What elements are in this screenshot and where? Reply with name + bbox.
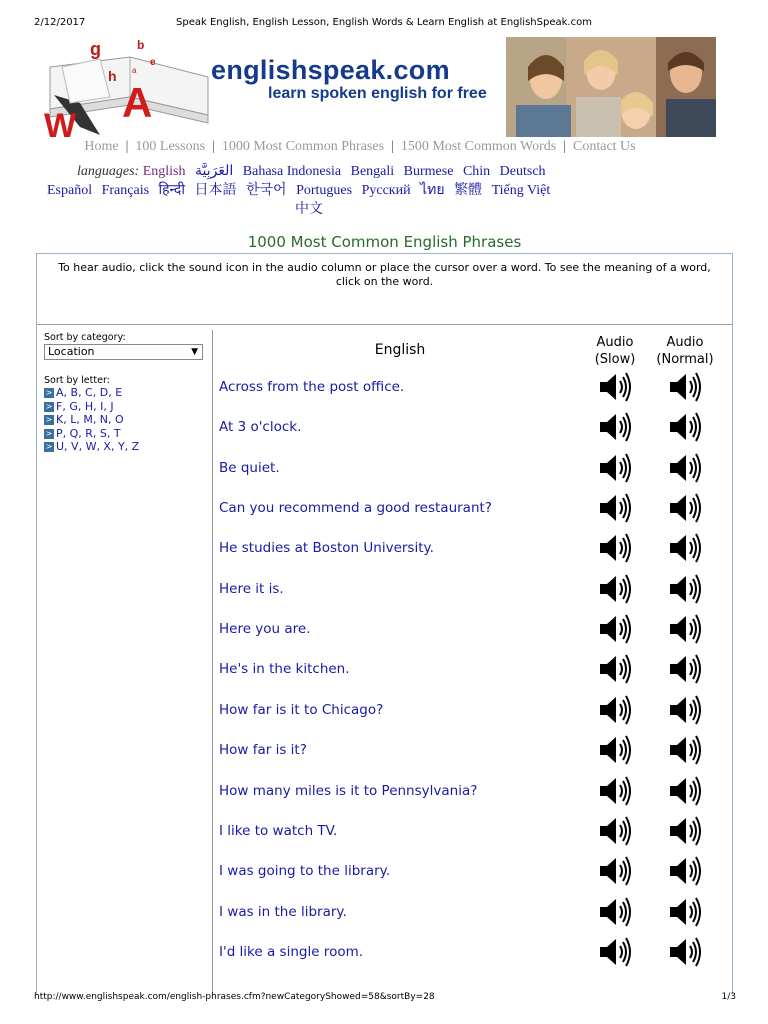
phrase-link[interactable]: He studies at Boston University. — [219, 540, 434, 557]
chevron-right-icon: > — [45, 401, 53, 411]
sort-letter-label: Sort by letter: — [44, 375, 110, 386]
header-line: Audio — [596, 335, 634, 350]
phrase-link[interactable]: Here it is. — [219, 580, 284, 597]
audio-slow-speaker-icon[interactable] — [598, 613, 632, 645]
audio-slow-speaker-icon[interactable] — [598, 653, 632, 685]
languages-label: languages: — [77, 164, 140, 179]
header-line: Audio — [666, 335, 704, 350]
lang-portugues[interactable]: Portugues — [296, 183, 353, 198]
language-row — [47, 200, 577, 219]
audio-normal-speaker-icon[interactable] — [668, 694, 702, 726]
audio-normal-speaker-icon[interactable] — [668, 532, 702, 564]
phrase-link[interactable]: Across from the post office. — [219, 379, 405, 395]
main-nav — [0, 139, 720, 155]
audio-normal-speaker-icon[interactable] — [668, 653, 702, 685]
lang-arabic[interactable]: العَرَبِيَّة — [195, 164, 234, 179]
phrase-link[interactable]: I was going to the library. — [219, 863, 390, 880]
audio-normal-speaker-icon[interactable] — [668, 573, 702, 605]
audio-slow-speaker-icon[interactable] — [598, 694, 632, 726]
header-line: (Normal) — [656, 352, 714, 367]
letter-group-label: F, G, H, I, J — [56, 399, 114, 413]
audio-normal-speaker-icon[interactable] — [668, 452, 702, 484]
audio-slow-speaker-icon[interactable] — [598, 452, 632, 484]
nav-100-lessons[interactable]: 100 Lessons — [135, 139, 206, 154]
lang-korean[interactable]: 한국어 — [246, 183, 287, 198]
phrase-link[interactable]: I'd like a single room. — [219, 943, 364, 960]
nav-1500-words[interactable]: 1500 Most Common Words — [400, 139, 557, 154]
audio-normal-speaker-icon[interactable] — [668, 775, 702, 807]
audio-slow-speaker-icon[interactable] — [598, 532, 632, 564]
phrase-link[interactable]: Be quiet. — [219, 459, 280, 476]
lang-chin[interactable]: Chin — [462, 164, 491, 179]
audio-slow-speaker-icon[interactable] — [598, 492, 632, 524]
audio-normal-speaker-icon[interactable] — [668, 896, 702, 928]
letter-group-p-t[interactable] — [44, 427, 212, 441]
column-header-audio-normal — [655, 334, 715, 368]
nav-separator: | — [212, 139, 215, 154]
phrase-link[interactable]: I was in the library. — [219, 903, 347, 920]
students-photo — [506, 37, 716, 137]
dropdown-arrow-icon: ▼ — [191, 347, 198, 357]
sort-category-label: Sort by category: — [44, 332, 126, 343]
chevron-right-icon: > — [45, 415, 53, 424]
logo-letter: W — [44, 107, 77, 137]
audio-normal-speaker-icon[interactable] — [668, 734, 702, 766]
category-select[interactable] — [44, 344, 203, 360]
audio-slow-speaker-icon[interactable] — [598, 936, 632, 968]
site-name[interactable]: englishspeak.com — [211, 55, 450, 85]
logo-letter: A — [122, 79, 153, 126]
chevron-right-icon: > — [45, 428, 53, 438]
audio-slow-speaker-icon[interactable] — [598, 896, 632, 928]
audio-normal-speaker-icon[interactable] — [668, 371, 702, 403]
phrase-link[interactable]: He's in the kitchen. — [219, 661, 350, 678]
phrase-link[interactable]: Can you recommend a good restaurant? — [219, 500, 492, 517]
audio-normal-speaker-icon[interactable] — [668, 815, 702, 847]
letter-group-label: K, L, M, N, O — [56, 413, 124, 426]
lang-deutsch[interactable]: Deutsch — [499, 164, 546, 179]
lang-traditional-chinese[interactable]: 繁體 — [454, 183, 483, 198]
phrase-link[interactable]: How far is it? — [219, 742, 307, 759]
print-page-number: 1/3 — [721, 992, 736, 1002]
lang-bengali[interactable]: Bengali — [350, 164, 395, 179]
letter-group-label: A, B, C, D, E — [56, 386, 123, 399]
audio-normal-speaker-icon[interactable] — [668, 613, 702, 645]
letter-group-f-j[interactable] — [44, 400, 212, 414]
category-select-value: Location — [48, 345, 95, 358]
nav-separator: | — [391, 139, 394, 154]
chevron-right-icon: > — [45, 442, 53, 451]
nav-contact-us[interactable]: Contact Us — [573, 139, 636, 154]
audio-slow-speaker-icon[interactable] — [598, 573, 632, 605]
letter-group-label: P, Q, R, S, T — [56, 426, 121, 440]
audio-slow-speaker-icon[interactable] — [598, 411, 632, 443]
phrase-link[interactable]: Here you are. — [219, 621, 311, 638]
sidebar — [44, 330, 212, 454]
phrase-link[interactable]: I like to watch TV. — [219, 822, 338, 839]
logo-book-image[interactable] — [40, 37, 210, 137]
lang-espanol[interactable]: Español — [47, 183, 93, 198]
site-banner — [40, 37, 716, 137]
language-row — [47, 162, 587, 181]
column-header-english: English — [374, 342, 426, 358]
lang-francais[interactable]: Français — [101, 183, 150, 198]
phrase-link[interactable]: At 3 o'clock. — [219, 419, 302, 436]
print-date: 2/12/2017 — [34, 17, 86, 28]
audio-normal-speaker-icon[interactable] — [668, 855, 702, 887]
instructions: To hear audio, click the sound icon in the audio column or place the cursor over a word. To see the meaning of a word, click on the word. — [37, 254, 732, 325]
audio-slow-speaker-icon[interactable] — [598, 371, 632, 403]
audio-slow-speaker-icon[interactable] — [598, 775, 632, 807]
logo-letter: h — [108, 68, 117, 84]
lang-english[interactable]: English — [142, 164, 186, 179]
lang-chinese[interactable]: 中文 — [295, 202, 323, 217]
column-header-audio-slow — [585, 334, 645, 368]
lang-thai[interactable]: ไทย — [420, 183, 445, 198]
lang-hindi[interactable]: हिन्दी — [158, 183, 185, 198]
lang-vietnamese[interactable]: Tiếng Việt — [491, 183, 551, 198]
language-row — [47, 181, 587, 200]
nav-home[interactable]: Home — [84, 139, 119, 154]
nav-1000-phrases[interactable]: 1000 Most Common Phrases — [221, 139, 385, 154]
phrase-link[interactable]: How many miles is it to Pennsylvania? — [219, 782, 478, 799]
audio-slow-speaker-icon[interactable] — [598, 855, 632, 887]
print-page-title: Speak English, English Lesson, English Words & Learn English at EnglishSpeak.com — [176, 17, 592, 28]
phrase-link[interactable]: How far is it to Chicago? — [219, 701, 384, 718]
nav-separator: | — [125, 139, 129, 154]
lang-russian[interactable]: Русский — [361, 183, 411, 198]
logo-letter: g — [90, 39, 101, 59]
letter-group-a-e[interactable] — [44, 386, 212, 400]
column-divider — [212, 330, 213, 993]
nav-separator: | — [563, 139, 567, 154]
logo-letter: b — [137, 38, 145, 52]
chevron-right-icon: > — [45, 388, 53, 397]
print-url: http://www.englishspeak.com/english-phrases.cfm?newCategoryShowed=58&sortBy=28 — [34, 992, 435, 1002]
lang-japanese[interactable]: 日本語 — [194, 183, 237, 198]
lang-indonesian[interactable]: Bahasa Indonesia — [242, 164, 342, 179]
audio-slow-speaker-icon[interactable] — [598, 734, 632, 766]
language-selector — [47, 162, 587, 219]
audio-normal-speaker-icon[interactable] — [668, 411, 702, 443]
logo-letter: a — [132, 66, 137, 75]
letter-group-label: U, V, W, X, Y, Z — [56, 440, 140, 453]
letter-group-u-z[interactable] — [44, 440, 212, 454]
lang-burmese[interactable]: Burmese — [403, 164, 454, 179]
logo-letter: e — [150, 57, 156, 68]
header-line: (Slow) — [594, 352, 636, 367]
site-tagline: learn spoken english for free — [268, 85, 487, 102]
audio-normal-speaker-icon[interactable] — [668, 936, 702, 968]
letter-group-k-o[interactable] — [44, 413, 212, 427]
audio-slow-speaker-icon[interactable] — [598, 815, 632, 847]
page-title: 1000 Most Common English Phrases — [247, 233, 522, 251]
audio-normal-speaker-icon[interactable] — [668, 492, 702, 524]
